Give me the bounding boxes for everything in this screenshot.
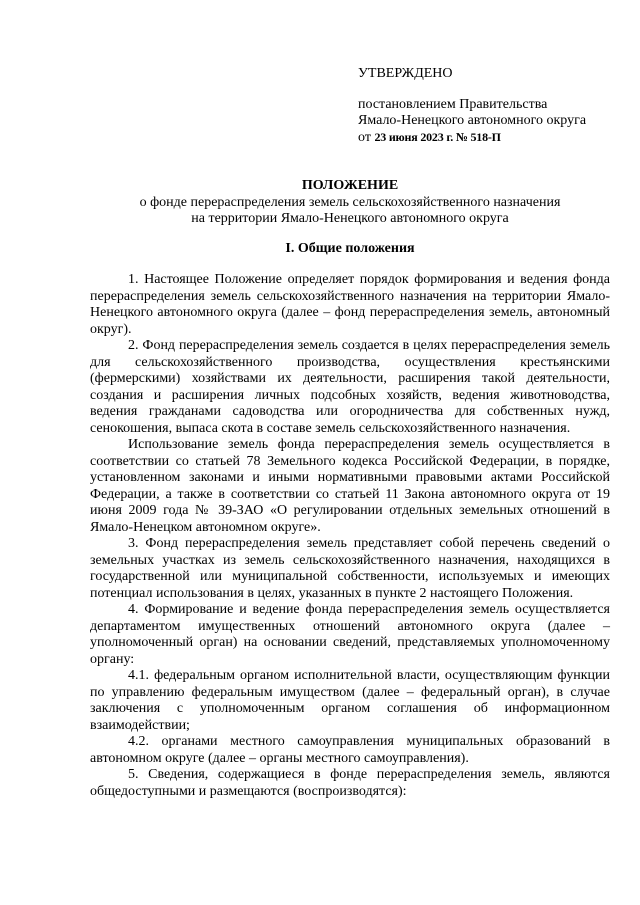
title-line-2: на территории Ямало-Ненецкого автономного округа bbox=[191, 211, 509, 226]
approval-stamp: УТВЕРЖДЕНО bbox=[358, 66, 453, 81]
approval-line-2: Ямало-Ненецкого автономного округа bbox=[358, 113, 587, 128]
approval-line-1: постановлением Правительства bbox=[358, 97, 548, 112]
title-heading: ПОЛОЖЕНИЕ bbox=[301, 178, 399, 193]
paragraph: 4. Формирование и ведение фонда перераспределения земель осуществляется департаментом имущественных отношений автономного округа (далее – уполномоченный орган) на основании сведений, представляемых уполномоченному органу: bbox=[90, 602, 610, 667]
paragraph: 3. Фонд перераспределения земель представляет собой перечень сведений о земельных участках из земель сельскохозяйственного назначения, находящихся в государственной или муниципальной собственности, используемых и имеющих потенциал использования в целях, указанных в пункте 2 настоящего Положения. bbox=[90, 536, 610, 601]
paragraph: 1. Настоящее Положение определяет порядок формирования и ведения фонда перераспределения земель сельскохозяйственного назначения на территории Ямало-Ненецкого автономного округа (далее – фонд перераспределения земель, автономный округ). bbox=[90, 272, 610, 337]
approval-from-label: от bbox=[358, 130, 371, 145]
decree-number: 23 июня 2023 г. № 518-П bbox=[374, 130, 501, 144]
section-heading: I. Общие положения bbox=[285, 241, 415, 256]
document-body bbox=[90, 272, 610, 800]
title-line-1: о фонде перераспределения земель сельскохозяйственного назначения bbox=[139, 194, 561, 210]
paragraph: 2. Фонд перераспределения земель создается в целях перераспределения земель для сельскохозяйственного производства, осуществления крестьянскими (фермерскими) хозяйствами их деятельности, расширения такой деятельности, создания и расширения личных подсобных хозяйств, ведения животноводства, ведения гражданами садоводства или огородничества для собственных нужд, сенокошения, выпаса скота в составе земель сельскохозяйственного назначения. bbox=[90, 338, 610, 436]
paragraph: Использование земель фонда перераспределения земель осуществляется в соответствии со статьей 78 Земельного кодекса Российской Федерации, в порядке, установленном законами и иными нормативными правовыми актами Российской Федерации, а также в соответствии со статьей 11 Закона автономного округа от 19 июня 2009 года № 39-ЗАО «О регулировании отдельных земельных отношений в Ямало-Ненецком автономном округе». bbox=[90, 437, 610, 535]
paragraph: 5. Сведения, содержащиеся в фонде перераспределения земель, являются общедоступными и размещаются (воспроизводятся): bbox=[90, 767, 610, 799]
approval-block bbox=[358, 66, 628, 146]
document-title bbox=[90, 178, 610, 228]
approval-decree-line bbox=[358, 129, 628, 146]
paragraph: 4.1. федеральным органом исполнительной власти, осуществляющим функции по управлению федеральным имуществом (далее – федеральный орган), в случае заключения с уполномоченным органом соглашения об информационном взаимодействии; bbox=[90, 668, 610, 733]
paragraph: 4.2. органами местного самоуправления муниципальных образований в автономном округе (далее – органы местного самоуправления). bbox=[90, 734, 610, 766]
